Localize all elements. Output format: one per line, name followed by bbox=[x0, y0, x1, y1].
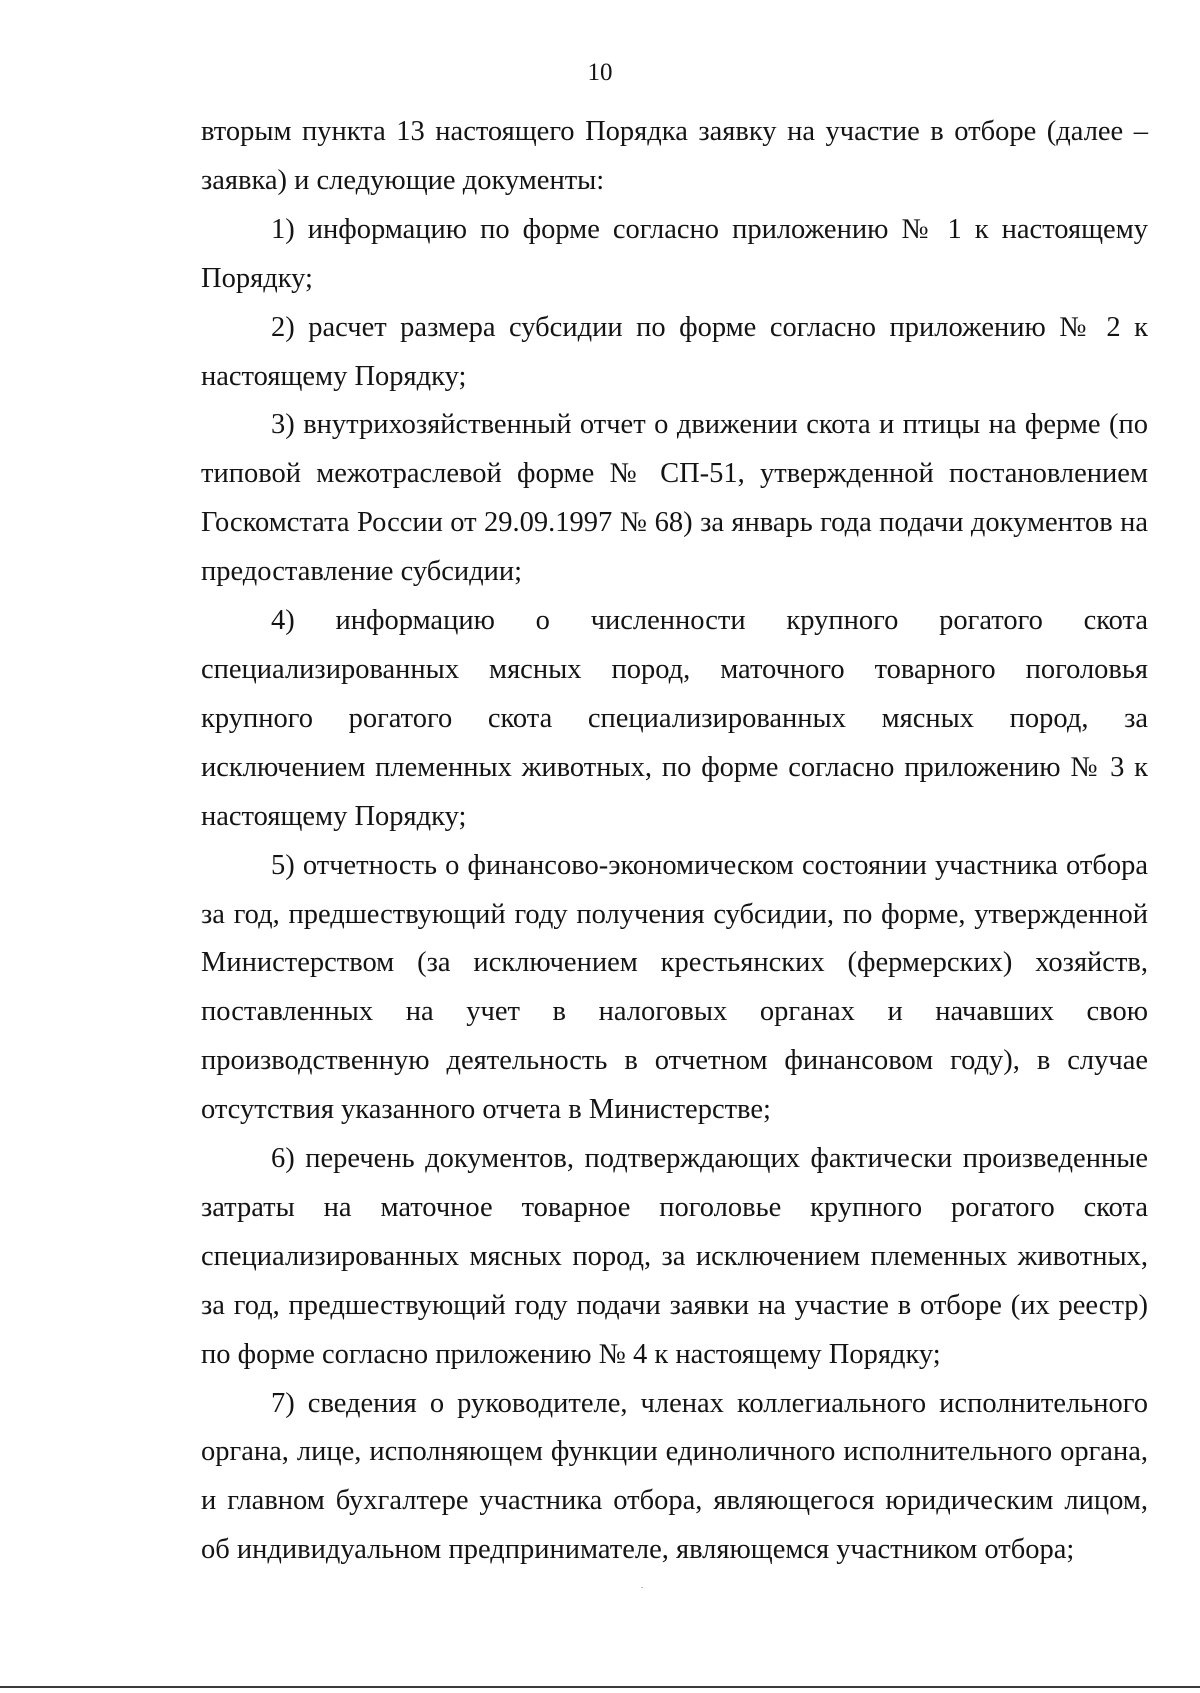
list-item-3: 3) внутрихозяйственный отчет о движении скота и птицы на ферме (по типовой межотраслевой форме № СП-51, утвержденной постановлением Госкомстата России от 29.09.1997 № 68) за январь года подачи документов на предоставление субсидии; bbox=[201, 409, 1148, 588]
scan-speck bbox=[641, 1587, 643, 1588]
list-item-1: 1) информацию по форме согласно приложению № 1 к настоящему Порядку; bbox=[201, 213, 1148, 294]
list-item-5: 5) отчетность о финансово-экономическом состоянии участника отбора за год, предшествующий году получения субсидии, по форме, утвержденной Министерством (за исключением крестьянских (фермерских) хозяйств, поставленных на учет в налоговых органах и начавших свою производственную деятельность в отчетном финансовом году), в случае отсутствия указанного отчета в Министерстве; bbox=[201, 849, 1148, 1126]
list-item-2: 2) расчет размера субсидии по форме согласно приложению № 2 к настоящему Порядку; bbox=[201, 311, 1148, 392]
list-item-7: 7) сведения о руководителе, членах коллегиального исполнительного органа, лице, исполняющем функции единоличного исполнительного органа, и главном бухгалтере участника отбора, являющегося юридическим лицом, об индивидуальном предпринимателе, являющемся участником отбора; bbox=[201, 1387, 1148, 1566]
list-item-4: 4) информацию о численности крупного рогатого скота специализированных мясных пород, маточного товарного поголовья крупного рогатого скота специализированных мясных пород, за исключением племенных животных, по форме согласно приложению № 3 к настоящему Порядку; bbox=[201, 605, 1148, 832]
page-number: 10 bbox=[587, 59, 613, 86]
page-edge-line bbox=[0, 1686, 1200, 1688]
list-item-6: 6) перечень документов, подтверждающих фактически произведенные затраты на маточное товарное поголовье крупного рогатого скота специализированных мясных пород, за исключением племенных животных, за год, предшествующий году подачи заявки на участие в отборе (их реестр) по форме согласно приложению № 4 к настоящему Порядку; bbox=[201, 1143, 1148, 1370]
document-body bbox=[201, 108, 1148, 1575]
paragraph-continuation: вторым пункта 13 настоящего Порядка заявку на участие в отборе (далее – заявка) и следующие документы: bbox=[201, 116, 1148, 196]
